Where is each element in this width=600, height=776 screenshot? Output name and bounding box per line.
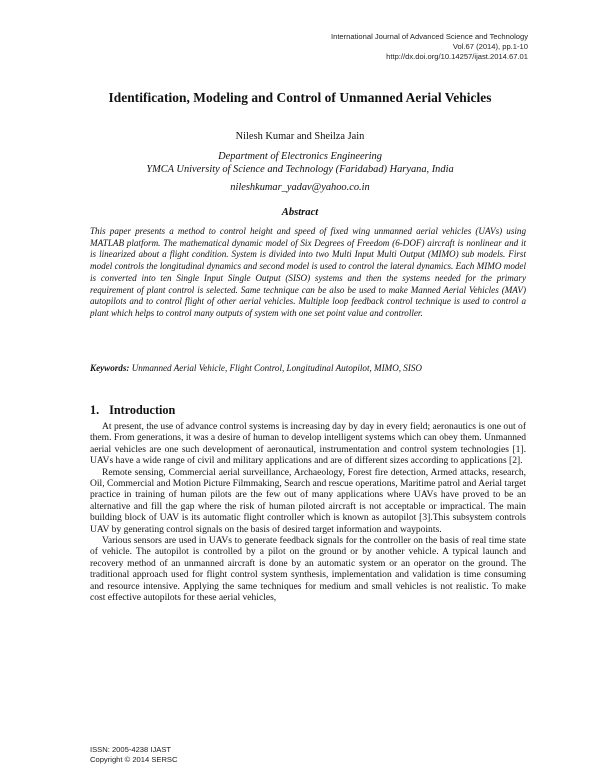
journal-volume: Vol.67 (2014), pp.1-10 [452,42,528,51]
paragraph: At present, the use of advance control systems is increasing day by day in every field; aeronautics is one out of them. From generations, it was a desire of human to develop intelligent systems which can obey them. Unmanned aerial vehicles are one such development of aeronautical, instrumentation and control system technologies [1]. UAVs have a wide range of civil and military applications and are of different sizes according to applications [2]. [90,421,526,467]
paper-title: Identification, Modeling and Control of Unmanned Aerial Vehicles [108,90,492,105]
affiliation-department: Department of Electronics Engineering [218,151,382,162]
introduction-body [90,421,526,604]
section-number: 1. [90,403,100,417]
footer-copyright: Copyright © 2014 SERSC [90,755,178,764]
author-affiliation [0,150,600,176]
abstract-heading: Abstract [281,207,319,218]
journal-name: International Journal of Advanced Science and Technology [330,32,528,41]
keywords-text: Unmanned Aerial Vehicle, Flight Control, Longitudinal Autopilot, MIMO, SISO [131,363,422,373]
affiliation-university: YMCA University of Science and Technology (Faridabad) Haryana, India [146,164,454,175]
paragraph: Remote sensing, Commercial aerial surveillance, Archaeology, Forest fire detection, Armed attacks, research, Oil, Commercial and Motion Picture Filmmaking, Search and rescue operations, Maritime patrol and Aerial target practice in training of human pilots are the few out of many applications where UAVs have proved to be an alternative and fill the gap where the risk of human piloted aircraft is not acceptable or impractical. The main building block of UAV is its automatic flight controller which is known as autopilot [3].This subsystem controls UAV by generating control signals on the basis of desired target information and waypoints. [90,466,526,535]
section-heading [90,403,185,418]
author-email[interactable]: nileshkumar_yadav@yahoo.co.in [230,182,370,193]
paper-authors: Nilesh Kumar and Sheilza Jain [235,131,365,142]
journal-doi[interactable]: http://dx.doi.org/10.14257/ijast.2014.67.01 [386,52,528,61]
section-title: Introduction [109,403,176,417]
footer-issn: ISSN: 2005-4238 IJAST [90,745,172,754]
page-footer [90,745,177,765]
keywords-label: Keywords: [90,363,130,373]
abstract-text: This paper presents a method to control height and speed of fixed wing unmanned aerial vehicles (UAVs) using MATLAB platform. The mathematical dynamic model of Six Degrees of Freedom (6-DOF) aircraft is nonlinear and it is linearized about a flight condition. System is divided into two Multi Input Multi Output (MIMO) sub models. First model controls the longitudinal dynamics and second model is used to control the lateral dynamics. Each MIMO model is converted into ten Single Input Single Output (SISO) systems and then the systems needed for the primary requirement of plant control is selected. Same technique can be also be used to make Manned Aerial Vehicles (MAV) autopilots and to control flight of other aerial vehicles. Multiple loop feedback control technique is used to control a plant which helps to control many outputs of system with one set point value and controller. [90,226,526,318]
paragraph: Various sensors are used in UAVs to generate feedback signals for the controller on the basis of real time state of vehicle. The autopilot is controlled by a pilot on the ground or by another vehicle. A typical launch and recovery method of an unmanned aircraft is done by an automatic system or an operator on the ground. The traditional approach used for flight control system synthesis, implementation and validation is time consuming and resource intensive. Applying the same techniques for medium and small vehicles is not realistic. To make cost effective autopilots for these aerial vehicles, [90,535,526,604]
journal-header [331,32,528,62]
keywords [90,363,526,375]
